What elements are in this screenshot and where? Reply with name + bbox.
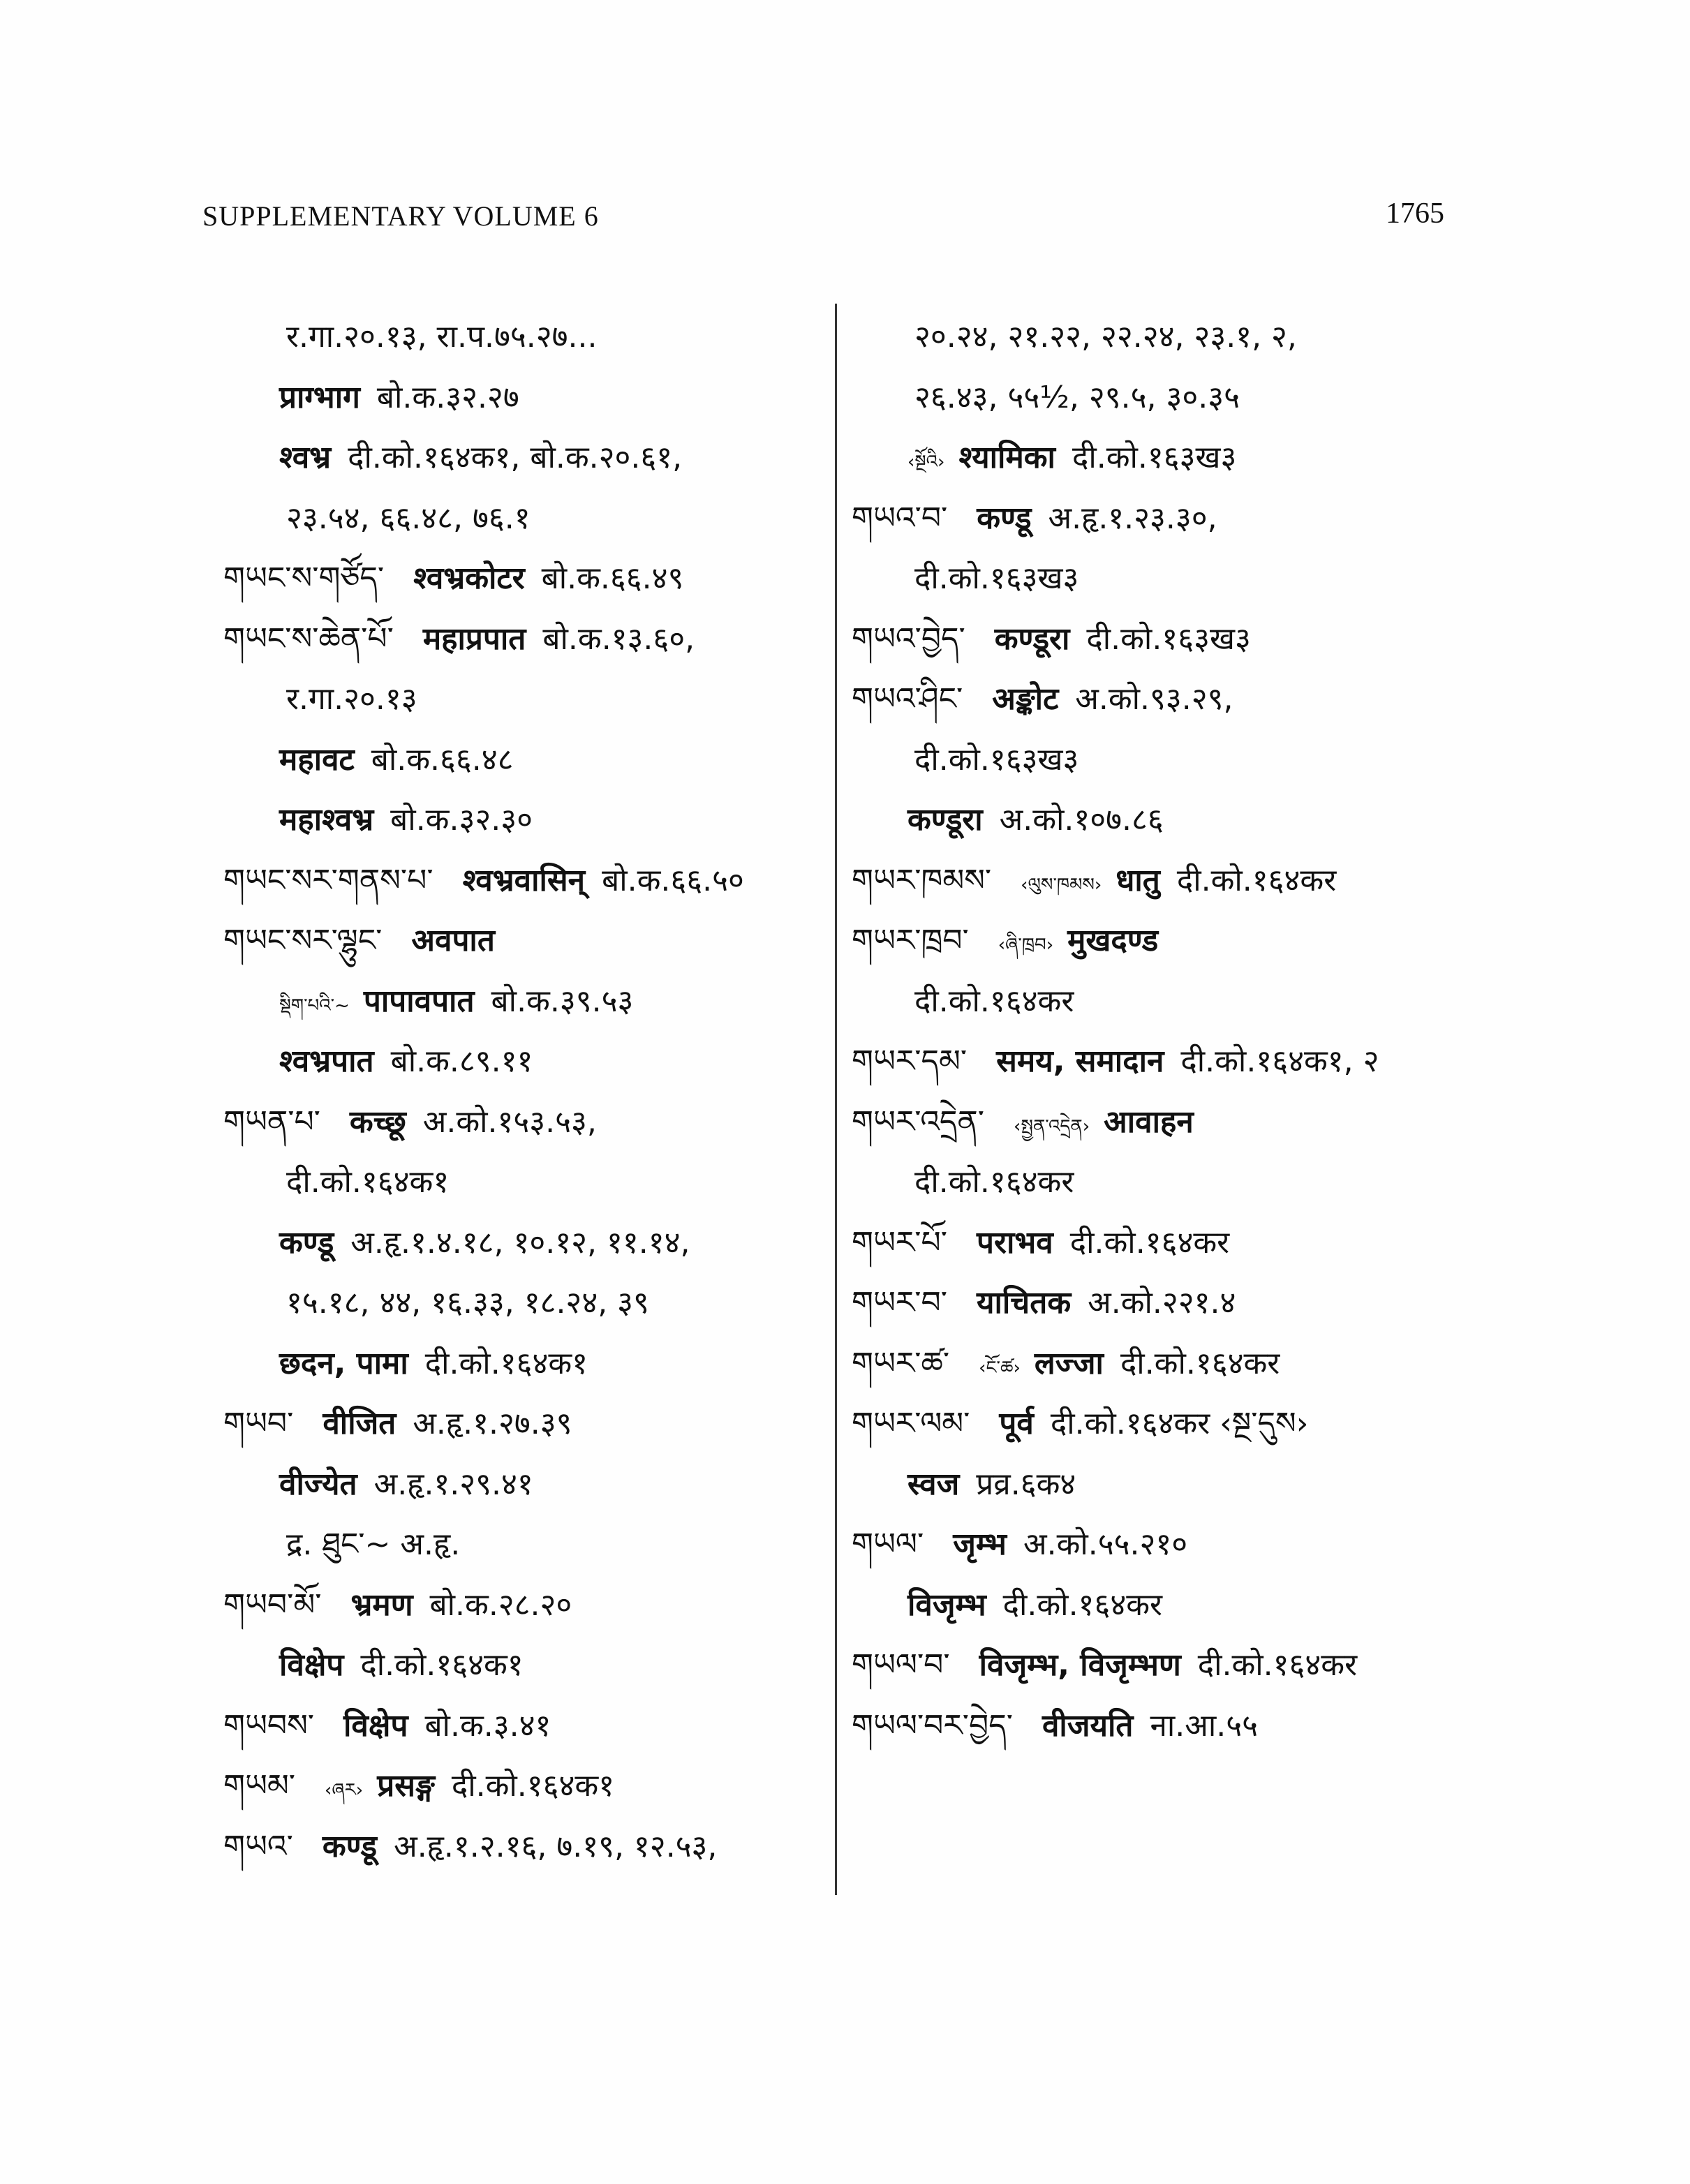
sanskrit-headword: जृम्भ xyxy=(953,1526,1007,1562)
source-reference: दी.को.१६४क१, २ xyxy=(1180,1043,1379,1079)
entry-line xyxy=(852,1032,1564,1092)
entry-line xyxy=(223,1756,824,1817)
source-reference: दी.को.१६४क१ xyxy=(286,1164,450,1200)
entry-line xyxy=(852,851,1564,912)
sanskrit-headword: विजृम्भ, विजृम्भण xyxy=(979,1647,1181,1683)
sanskrit-headword: लज्जा xyxy=(1034,1345,1104,1381)
tibetan-term: གཡབས་ xyxy=(223,1707,315,1744)
tibetan-term: གཡར་ཁམས་ xyxy=(852,862,992,898)
sanskrit-headword: कण्डूरा xyxy=(994,621,1070,657)
sanskrit-headword: याचितक xyxy=(976,1285,1072,1321)
sanskrit-headword: आवाहन xyxy=(1104,1104,1194,1140)
sanskrit-headword: कण्डू xyxy=(977,500,1032,536)
source-reference: बो.क.६६.४८ xyxy=(371,741,514,778)
entry-line xyxy=(223,1817,824,1878)
entry-line xyxy=(223,1213,824,1274)
source-reference: प्रव्र.६क४ xyxy=(976,1466,1076,1502)
source-reference: दी.को.१६४कर xyxy=(1197,1647,1358,1683)
source-reference: अ.को.१०७.८६ xyxy=(999,802,1164,838)
tibetan-term: གཡར་ལམ་ xyxy=(852,1406,970,1441)
entry-line xyxy=(223,549,824,609)
source-reference: २३.५४, ६६.४८, ७६.१ xyxy=(286,500,531,536)
source-reference: दी.को.१६४कर xyxy=(1176,862,1337,898)
sanskrit-headword: श्वभ्रवासिन् xyxy=(462,862,586,898)
sanskrit-headword: वीजित xyxy=(323,1406,396,1441)
entry-line xyxy=(852,609,1564,670)
tibetan-gloss: སྡིག་པའི་~ xyxy=(279,995,350,1016)
entry-line xyxy=(852,730,1564,791)
tibetan-term: གཡའ་བྱེད་ xyxy=(852,621,965,657)
source-reference: दी.को.१६४क१ xyxy=(424,1345,588,1381)
entry-line xyxy=(223,1334,824,1395)
source-reference: दी.को.१६४कर xyxy=(914,983,1074,1019)
entry-line xyxy=(852,790,1564,851)
tibetan-term: གཡར་དམ་ xyxy=(852,1043,968,1079)
sanskrit-headword: वीज्येत xyxy=(279,1466,357,1502)
source-reference: अ.को.२२१.४ xyxy=(1088,1285,1236,1321)
entry-line xyxy=(223,368,824,429)
entry-line xyxy=(223,669,824,730)
tibetan-term: གཡའ་ཤིང་ xyxy=(852,681,963,717)
source-reference: दी.को.१६३ख३ xyxy=(914,560,1079,596)
sanskrit-headword: समय, समादान xyxy=(996,1043,1164,1079)
sanskrit-headword: महावट xyxy=(279,741,355,778)
tibetan-term: གཡང་སར་ལྷུང་ xyxy=(223,923,383,958)
tibetan-term: གཡལ་བར་བྱེད་ xyxy=(852,1707,1013,1744)
sanskrit-headword: प्रसङ्ग xyxy=(377,1768,435,1804)
tibetan-term: གཡའ་བ་ xyxy=(852,500,948,536)
sanskrit-headword: पूर्व xyxy=(999,1406,1034,1441)
source-reference: बो.क.३२.३० xyxy=(390,802,533,838)
source-reference: अ.हृ.१.२.१६, ७.१९, १२.५३, xyxy=(394,1828,718,1864)
entry-line xyxy=(223,1635,824,1696)
sanskrit-headword: धातु xyxy=(1115,862,1160,898)
source-reference: अ.हृ.१.४.१८, १०.१२, ११.१४, xyxy=(350,1224,690,1261)
source-reference: दी.को.१६४क१ xyxy=(360,1647,524,1683)
entry-line xyxy=(852,489,1564,549)
source-reference: द्र. ཐུང་~ अ.हृ. xyxy=(286,1526,461,1562)
source-reference: दी.को.१६४कर ‹སྔ་དུས› xyxy=(1050,1406,1309,1441)
running-title: SUPPLEMENTARY VOLUME 6 xyxy=(202,200,599,232)
sanskrit-headword: पराभव xyxy=(976,1224,1053,1261)
tibetan-term: གཡན་པ་ xyxy=(223,1104,320,1140)
source-reference: दी.को.१६४कर xyxy=(1002,1587,1162,1623)
tibetan-gloss: ‹ཞི་ཁྲབ› xyxy=(998,935,1054,956)
sanskrit-headword: कण्डू xyxy=(279,1224,334,1261)
sanskrit-headword: श्वभ्रकोटर xyxy=(413,560,525,596)
entry-line xyxy=(852,1273,1564,1334)
entry-line xyxy=(223,1273,824,1334)
tibetan-term: གཡལ་བ་ xyxy=(852,1647,950,1683)
sanskrit-headword: विक्षेप xyxy=(343,1707,408,1744)
source-reference: दी.को.१६४कर xyxy=(914,1164,1074,1200)
entry-line xyxy=(852,1213,1564,1274)
sanskrit-headword: श्वभ्रपात xyxy=(279,1043,374,1079)
source-reference: बो.क.३९.५३ xyxy=(491,983,634,1019)
page-number: 1765 xyxy=(1386,198,1444,230)
entry-line xyxy=(852,307,1564,368)
source-reference: बो.क.३.४१ xyxy=(424,1707,551,1744)
source-reference: दी.को.१६३ख३ xyxy=(914,741,1079,778)
tibetan-term: གཡལ་ xyxy=(852,1526,924,1562)
entry-line xyxy=(223,1092,824,1153)
source-reference: अ.को.५५.२१० xyxy=(1023,1526,1188,1562)
source-reference: दी.को.१६४कर xyxy=(1120,1345,1280,1381)
source-reference: दी.को.१६३ख३ xyxy=(1072,440,1237,475)
tibetan-term: གཡར་ཁྲབ་ xyxy=(852,923,969,958)
entry-line xyxy=(223,1394,824,1455)
source-reference: अ.हृ.१.२९.४१ xyxy=(373,1466,533,1502)
tibetan-gloss: ‹ལུས་ཁམས› xyxy=(1021,874,1102,896)
tibetan-term: གཡང་ས་ཆེན་པོ་ xyxy=(223,621,394,657)
tibetan-gloss: ‹ཞར› xyxy=(325,1780,364,1801)
entry-line xyxy=(852,1635,1564,1696)
sanskrit-headword: महाश्वभ्र xyxy=(279,802,374,838)
source-reference: बो.क.६६.५० xyxy=(602,862,744,898)
source-reference: ना.आ.५५ xyxy=(1150,1707,1259,1744)
entry-line xyxy=(852,368,1564,429)
sanskrit-headword: कण्डूरा xyxy=(907,802,983,838)
entry-line xyxy=(223,428,824,489)
sanskrit-headword: कच्छू xyxy=(349,1104,406,1140)
sanskrit-headword: महाप्रपात xyxy=(422,621,526,657)
tibetan-term: གཡང་ས་གཙོད་ xyxy=(223,560,385,596)
entry-line xyxy=(852,1575,1564,1636)
sanskrit-headword: प्राग्भाग xyxy=(279,379,360,415)
source-reference: अ.को.९३.२९, xyxy=(1075,681,1233,717)
entry-line xyxy=(852,1455,1564,1515)
source-reference: अ.हृ.१.२३.३०, xyxy=(1048,500,1217,536)
source-reference: १५.१८, ४४, १६.३३, १८.२४, ३९ xyxy=(286,1285,649,1321)
column-divider xyxy=(835,304,837,1895)
entry-line xyxy=(852,1334,1564,1395)
entry-line xyxy=(223,1515,824,1575)
entry-line xyxy=(223,1152,824,1213)
entry-line xyxy=(852,428,1564,489)
entry-line xyxy=(223,1696,824,1757)
sanskrit-headword: विजृम्भ xyxy=(907,1587,986,1623)
entry-line xyxy=(852,972,1564,1032)
entry-line xyxy=(852,1515,1564,1575)
source-reference: र.गा.२०.१३, रा.प.७५.२७... xyxy=(286,319,598,355)
source-reference: दी.को.१६४कर xyxy=(1069,1224,1230,1261)
entry-line xyxy=(223,972,824,1032)
sanskrit-headword: स्वज xyxy=(907,1466,960,1502)
source-reference: बो.क.२८.२० xyxy=(429,1587,572,1623)
tibetan-gloss: ‹སྔོའི› xyxy=(907,452,945,473)
source-reference: दी.को.१६३ख३ xyxy=(1086,621,1251,657)
entry-line xyxy=(223,1575,824,1636)
tibetan-term: གཡབ་ xyxy=(223,1406,294,1441)
sanskrit-headword: वीजयति xyxy=(1042,1707,1134,1744)
entry-line xyxy=(852,549,1564,609)
tibetan-term: གཡང་སར་གནས་པ་ xyxy=(223,862,433,898)
sanskrit-headword: अङ्कोट xyxy=(992,681,1059,717)
sanskrit-headword: पापावपात xyxy=(363,983,475,1019)
tibetan-term: གཡར་ཚ་ xyxy=(852,1345,950,1381)
right-column xyxy=(852,307,1564,1756)
source-reference: २०.२४, २१.२२, २२.२४, २३.१, २, xyxy=(914,319,1297,355)
sanskrit-headword: श्वभ्र xyxy=(279,440,332,475)
entry-line xyxy=(223,1032,824,1092)
entry-line xyxy=(223,790,824,851)
entry-line xyxy=(223,609,824,670)
tibetan-term: གཡར་བ་ xyxy=(852,1285,947,1321)
left-column xyxy=(223,307,824,1877)
entry-line xyxy=(852,1152,1564,1213)
sanskrit-headword: विक्षेप xyxy=(279,1647,344,1683)
tibetan-term: གཡམ་ xyxy=(223,1768,296,1804)
sanskrit-headword: छदन, पामा xyxy=(279,1345,408,1381)
source-reference: र.गा.२०.१३ xyxy=(286,681,417,717)
source-reference: बो.क.३२.२७ xyxy=(376,379,519,415)
entry-line xyxy=(852,911,1564,972)
source-reference: दी.को.१६४क१, बो.क.२०.६१, xyxy=(348,440,683,475)
entry-line xyxy=(223,1455,824,1515)
entry-line xyxy=(852,669,1564,730)
entry-line xyxy=(852,1092,1564,1153)
sanskrit-headword: अवपात xyxy=(411,923,495,958)
sanskrit-headword: भ्रमण xyxy=(350,1587,413,1623)
source-reference: बो.क.६६.४९ xyxy=(541,560,684,596)
tibetan-gloss: ‹སྤྱན་འདྲེན› xyxy=(1014,1115,1090,1137)
sanskrit-headword: मुखदण्ड xyxy=(1067,923,1159,958)
source-reference: बो.क.१३.६०, xyxy=(542,621,695,657)
source-reference: २६.४३, ५५½, २९.५, ३०.३५ xyxy=(914,379,1240,415)
source-reference: बो.क.८९.११ xyxy=(390,1043,533,1079)
entry-line xyxy=(852,1696,1564,1757)
entry-line xyxy=(223,851,824,912)
tibetan-term: གཡར་འདྲེན་ xyxy=(852,1104,984,1140)
sanskrit-headword: कण्डू xyxy=(322,1828,378,1864)
entry-line xyxy=(223,730,824,791)
entry-line xyxy=(223,307,824,368)
source-reference: अ.को.१५३.५३, xyxy=(422,1104,597,1140)
tibetan-term: གཡབ་མོ་ xyxy=(223,1587,322,1623)
entry-line xyxy=(223,489,824,549)
entry-line xyxy=(852,1394,1564,1455)
sanskrit-headword: श्यामिका xyxy=(958,440,1055,475)
tibetan-term: གཡའ་ xyxy=(223,1828,293,1864)
source-reference: दी.को.१६४क१ xyxy=(451,1768,615,1804)
tibetan-term: གཡར་པོ་ xyxy=(852,1224,947,1261)
entry-line xyxy=(223,911,824,972)
source-reference: अ.हृ.१.२७.३९ xyxy=(413,1406,572,1441)
tibetan-gloss: ‹ངོ་ཚ› xyxy=(979,1357,1021,1379)
